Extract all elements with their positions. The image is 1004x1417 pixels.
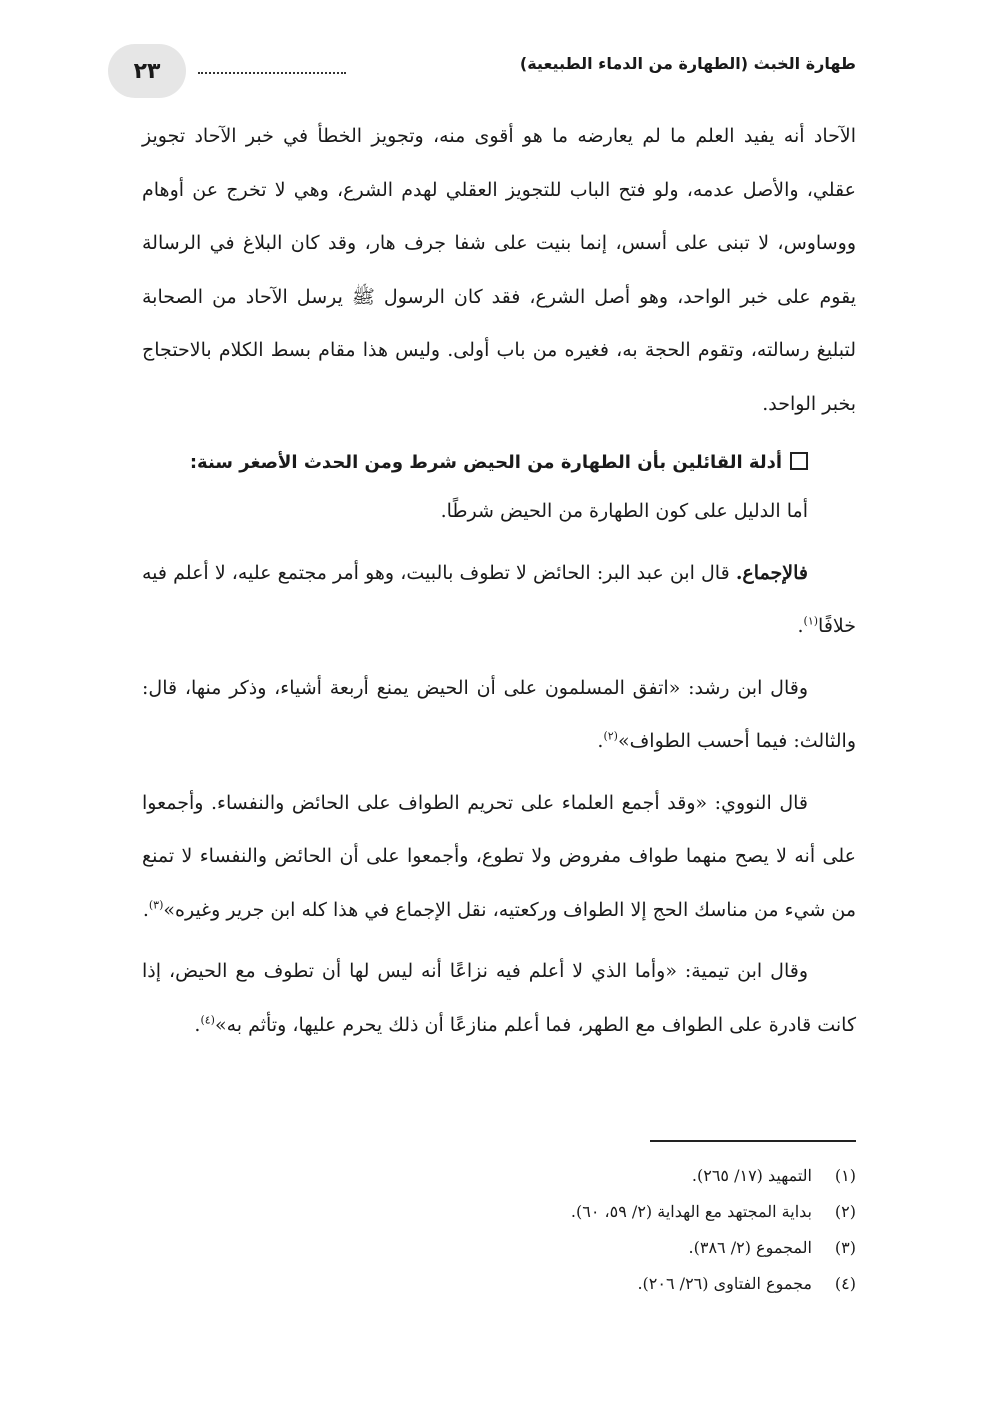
- paragraph-4-end: .: [597, 730, 604, 752]
- paragraph-4-text: وقال ابن رشد: «اتفق المسلمون على أن الحيض يمنع أربعة أشياء، وذكر منها، قال: والثالث: فيما أحسب الطواف»: [142, 676, 856, 752]
- paragraph-3-lead: فالإجماع.: [735, 561, 808, 584]
- footnote-text: بداية المجتهد مع الهداية (٢/ ٥٩، ٦٠).: [570, 1202, 812, 1221]
- footnote-ref-2[interactable]: (٢): [603, 729, 618, 743]
- footnote-ref-4[interactable]: (٤): [200, 1013, 215, 1027]
- footnote-text: التمهيد (١٧/ ٢٦٥).: [691, 1166, 812, 1185]
- paragraph-3-end: .: [797, 615, 804, 637]
- footnote-number: (١): [834, 1166, 856, 1185]
- main-content: [142, 110, 856, 1052]
- footnote-item: [400, 1194, 856, 1230]
- section-heading: [142, 441, 856, 485]
- running-title: طهارة الخبث (الطهارة من الدماء الطبيعية): [519, 54, 856, 73]
- dotted-leader: [198, 72, 346, 74]
- footnote-text: مجموع الفتاوى (٢٦/ ٢٠٦).: [637, 1274, 812, 1293]
- paragraph-5: [142, 777, 856, 938]
- footnote-number: (٤): [834, 1274, 856, 1293]
- paragraph-1: الآحاد أنه يفيد العلم ما لم يعارضه ما هو أقوى منه، وتجويز الخطأ في خبر الآحاد تجويز عقلي، والأصل عدمه، ولو فتح الباب للتجويز العقلي لهدم الشرع، وهي لا تخرج عن أوهام ووساوس، لا تبنى على أسس، إنما بنيت على شفا جرف هار، وقد كان البلاغ في الرسالة يقوم على خبر الواحد، وهو أصل الشرع، فقد كان الرسول ﷺ يرسل الآحاد من الصحابة لتبليغ رسالته، وتقوم الحجة به، فغيره من باب أولى. وليس هذا مقام بسط الكلام بالاحتجاج بخبر الواحد.: [142, 125, 856, 415]
- footnote-ref-1[interactable]: (١): [803, 614, 819, 628]
- footnotes: [400, 1158, 856, 1302]
- footnote-item: [400, 1266, 856, 1302]
- paragraph-6-text: وقال ابن تيمية: «وأما الذي لا أعلم فيه نزاعًا أنه ليس لها أن تطوف مع الحيض، إذا كانت قادرة على الطواف مع الطهر، فما أعلم منازعًا أن ذلك يحرم عليها، وتأثم به»: [142, 960, 856, 1036]
- footnote-number: (٢): [834, 1202, 856, 1221]
- paragraph-2: أما الدليل على كون الطهارة من الحيض شرطًا.: [440, 500, 808, 522]
- footnote-ref-3[interactable]: (٣): [148, 898, 164, 912]
- paragraph-3: [142, 547, 856, 654]
- paragraph-3-text: قال ابن عبد البر: الحائض لا تطوف بالبيت، وهو أمر مجتمع عليه، لا أعلم فيه خلافًا: [142, 561, 856, 637]
- paragraph-6: [142, 945, 856, 1052]
- footnote-text: المجموع (٢/ ٣٨٦).: [688, 1238, 812, 1257]
- section-heading-text: أدلة القائلين بأن الطهارة من الحيض شرط ومن الحدث الأصغر سنة:: [189, 452, 782, 473]
- page-header: [108, 44, 856, 98]
- paragraph-5-text: قال النووي: «وقد أجمع العلماء على تحريم الطواف على الحائض والنفساء. وأجمعوا على أنه لا يصح منهما طواف مفروض ولا تطوع، وأجمعوا على أن الحائض والنفساء لا تمنع من شيء من مناسك الحج إلا الطواف وركعتيه، نقل الإجماع في هذا كله ابن جرير وغيره»: [142, 791, 856, 921]
- footnote-number: (٣): [834, 1238, 856, 1257]
- footnote-divider: [650, 1140, 856, 1142]
- page-number: ٢٣: [108, 44, 186, 98]
- footnote-item: [400, 1158, 856, 1194]
- footnote-item: [400, 1230, 856, 1266]
- checkbox-icon: [790, 452, 808, 470]
- paragraph-5-end: .: [142, 898, 149, 921]
- paragraph-6-end: .: [194, 1013, 201, 1036]
- paragraph-4: [142, 662, 856, 769]
